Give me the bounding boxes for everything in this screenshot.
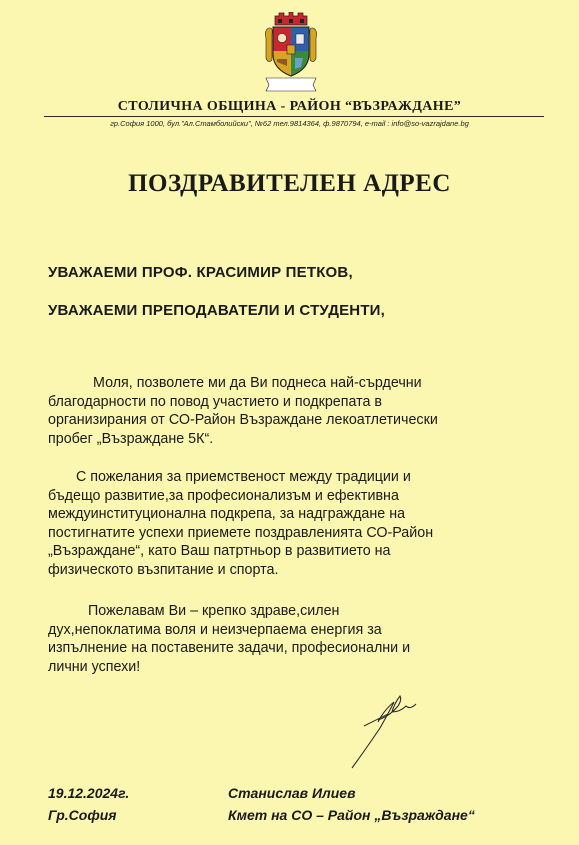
paragraph-line: постигнатите успехи приемете поздравленията СО-Район — [48, 524, 434, 541]
sofia-coat-of-arms-icon — [263, 12, 319, 94]
paragraph-line: физическото възпитание и спорта. — [48, 561, 279, 578]
paragraph-line: Пожелавам Ви – крепко здраве,силен — [88, 603, 340, 619]
handwritten-signature — [334, 690, 424, 772]
paragraph-line: изпълнение на поставените задачи, професионални и — [48, 640, 411, 656]
paragraph-closing-wishes — [48, 602, 548, 676]
contact-address-line: гр.София 1000, бул.”Ал.Стамболийски”, №62 тел.9814364, ф.9870794, e-mail : info@so-vazrajdane.bg — [110, 119, 469, 128]
greeting-professor: УВАЖАЕМИ ПРОФ. КРАСИМИР ПЕТКОВ, — [48, 264, 353, 281]
paragraph-line: благодарности по повод участието и подкрепата в — [48, 393, 383, 410]
paragraph-line: бъдещо развитие,за професионализъм и ефективна — [48, 487, 399, 504]
paragraph-gratitude — [48, 374, 548, 448]
paragraph-line: дух,непоклатима воля и неизчерпаема енергия за — [48, 621, 382, 638]
paragraph-line: междуинституционална подкрепа, за надграждане на — [48, 506, 406, 522]
paragraph-line: лични успехи! — [48, 658, 141, 675]
paragraph-line: „Възраждане“, като Ваш патртньор в развитието на — [48, 543, 391, 559]
letter-date: 19.12.2024г. — [48, 785, 130, 801]
header-divider — [44, 116, 544, 117]
paragraph-line: пробег „Възраждане 5К“. — [48, 430, 214, 447]
greeting-faculty-students: УВАЖАЕМИ ПРЕПОДАВАТЕЛИ И СТУДЕНТИ, — [48, 302, 386, 319]
paragraph-line: Моля, позволете ми да Ви поднеса най-сърдечни — [93, 375, 422, 391]
signer-name: Станислав Илиев — [228, 785, 356, 801]
signer-block — [228, 782, 475, 826]
paragraph-line: С пожелания за приемственост между традиции и — [76, 469, 411, 485]
signer-title: Кмет на СО – Район „Възраждане“ — [228, 807, 475, 823]
paragraph-wishes-partnership — [48, 468, 548, 579]
document-title: ПОЗДРАВИТЕЛЕН АДРЕС — [128, 170, 451, 197]
paragraph-line: организирания от СО-Район Възраждане лекоатлетически — [48, 412, 438, 428]
date-place-block — [48, 782, 129, 826]
letter-city: Гр.София — [48, 807, 117, 823]
organization-name: СТОЛИЧНА ОБЩИНА - РАЙОН “ВЪЗРАЖДАНЕ” — [117, 99, 462, 114]
